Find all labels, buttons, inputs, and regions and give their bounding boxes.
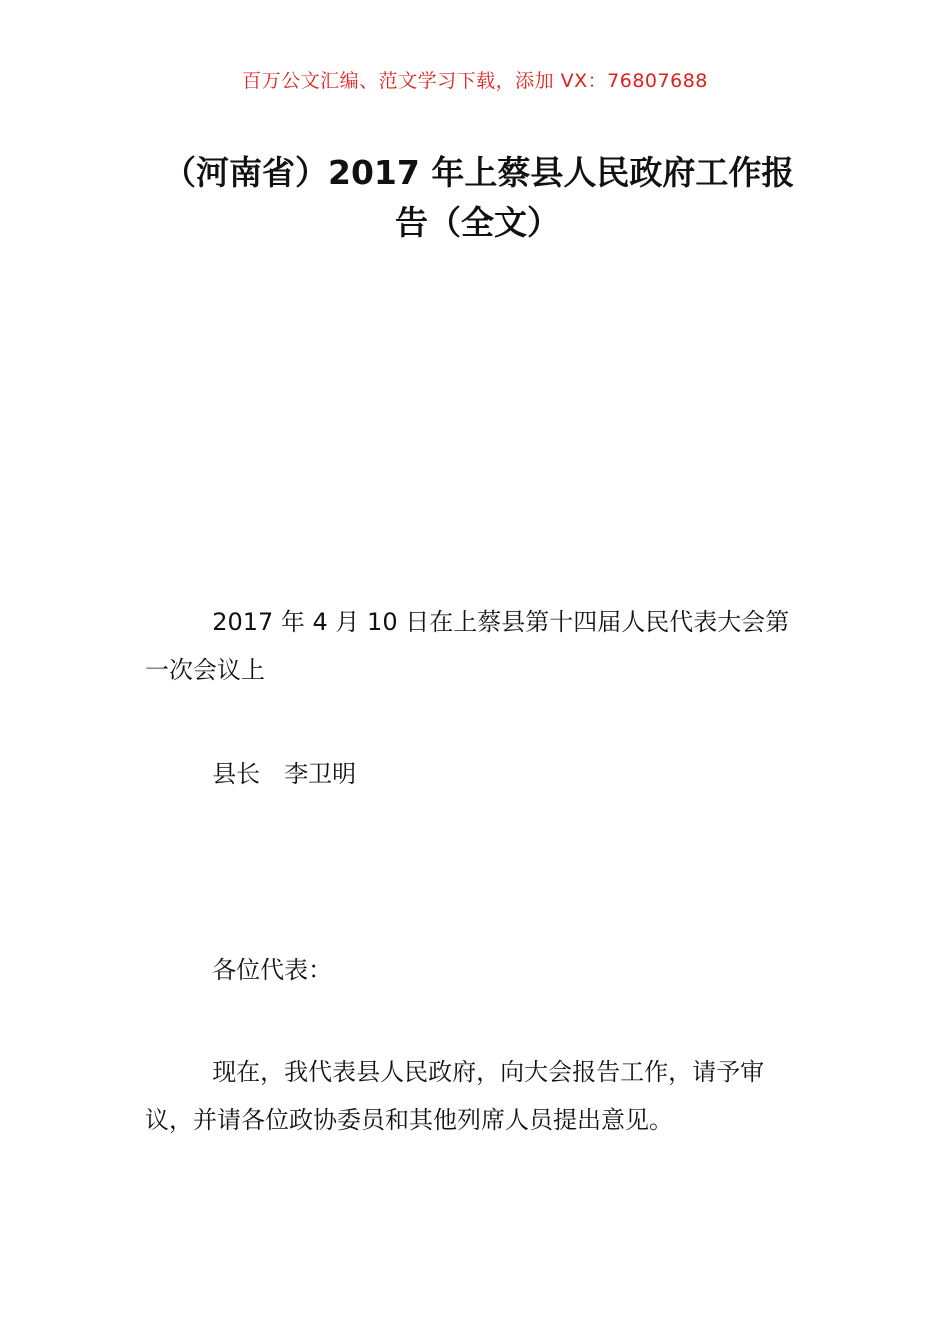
speaker-role: 县长 bbox=[212, 760, 261, 788]
watermark-header: 百万公文汇编、范文学习下载，添加 VX：76807688 bbox=[242, 70, 708, 92]
meeting-info: 2017 年 4 月 10 日在上蔡县第十四届人民代表大会第一次会议上 bbox=[145, 608, 790, 684]
title-line-2: 告（全文） bbox=[395, 203, 560, 242]
speaker-name: 李卫明 bbox=[284, 760, 357, 788]
opening-paragraph: 现在，我代表县人民政府，向大会报告工作，请予审议，并请各位政协委员和其他列席人员提出意见。 bbox=[145, 1058, 765, 1134]
speaker-line bbox=[145, 750, 810, 798]
document-title bbox=[145, 148, 810, 248]
greeting: 各位代表： bbox=[212, 956, 333, 984]
title-line-1: （河南省）2017 年上蔡县人民政府工作报 bbox=[163, 153, 795, 192]
